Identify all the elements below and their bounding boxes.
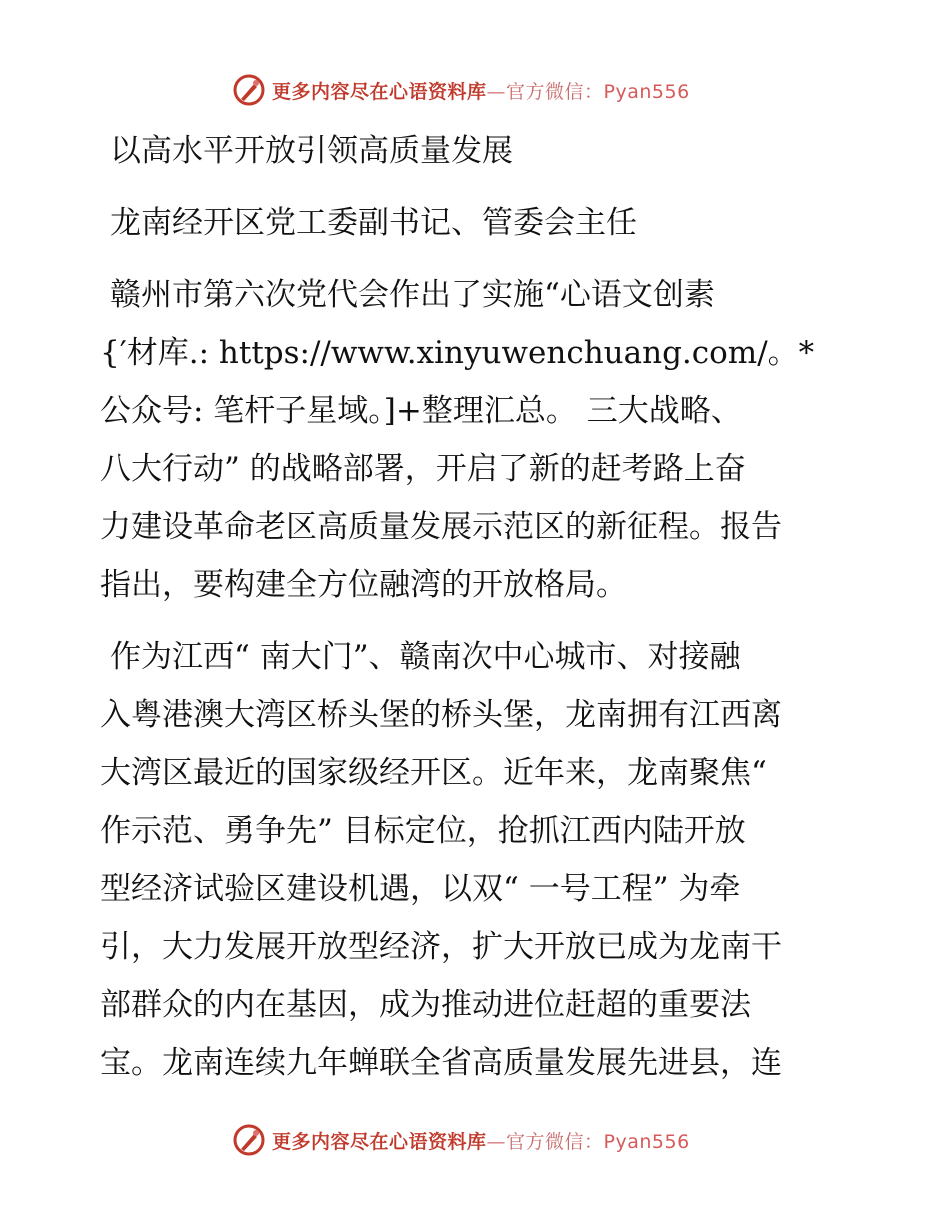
document-title: 以高水平开放引领高质量发展 xyxy=(110,133,513,169)
paragraph-line: 入粤港澳大湾区桥头堡的桥头堡，龙南拥有江西离 xyxy=(100,697,782,733)
banner-wechat-id: Pyan556 xyxy=(603,80,690,103)
pen-logo-icon xyxy=(232,73,266,107)
paragraph-line: 公众号: 笔杆子星域。]+整理汇总。 三大战略、 xyxy=(100,393,742,429)
paragraph-2 xyxy=(100,628,860,1092)
header-watermark-banner xyxy=(232,70,690,110)
banner-wechat-label: 官方微信： xyxy=(506,1130,604,1153)
footer-watermark-banner xyxy=(232,1120,690,1160)
paragraph-line: 引，大力发展开放型经济，扩大开放已成为龙南干 xyxy=(100,929,782,965)
banner-slogan: 更多内容尽在心语资料库 xyxy=(272,80,487,103)
paragraph-1 xyxy=(100,266,860,614)
paragraph-line: 指出，要构建全方位融湾的开放格局。 xyxy=(100,567,627,603)
banner-slogan: 更多内容尽在心语资料库 xyxy=(272,1130,487,1153)
paragraph-line: 作为江西“ 南大门”、赣南次中心城市、对接融 xyxy=(110,639,741,675)
pen-logo-icon xyxy=(232,1123,266,1157)
banner-wechat-id: Pyan556 xyxy=(603,1130,690,1153)
paragraph-line: 大湾区最近的国家级经开区。近年来，龙南聚焦“ xyxy=(100,755,767,791)
banner-wechat-label: 官方微信： xyxy=(506,80,604,103)
paragraph-line: 部群众的内在基因，成为推动进位赶超的重要法 xyxy=(100,987,751,1023)
banner-separator: — xyxy=(486,1130,507,1153)
paragraph-line: 八大行动” 的战略部署，开启了新的赶考路上奋 xyxy=(100,451,746,487)
paragraph-line: 赣州市第六次党代会作出了实施“心语文创素 xyxy=(110,277,715,313)
banner-text xyxy=(272,77,690,104)
document-author: 龙南经开区党工委副书记、管委会主任 xyxy=(110,205,637,241)
banner-separator: — xyxy=(486,80,507,103)
document-body xyxy=(100,122,860,1092)
paragraph-line: 作示范、勇争先” 目标定位，抢抓江西内陆开放 xyxy=(100,813,746,849)
paragraph-line: 力建设革命老区高质量发展示范区的新征程。报告 xyxy=(100,509,782,545)
paragraph-line: 宝。龙南连续九年蝉联全省高质量发展先进县，连 xyxy=(100,1045,782,1081)
banner-text xyxy=(272,1127,690,1154)
paragraph-line: {′材库.: https://www.xinyuwenchuang.com/。* xyxy=(100,335,815,371)
paragraph-line: 型经济试验区建设机遇，以双“ 一号工程” 为牵 xyxy=(100,871,741,907)
